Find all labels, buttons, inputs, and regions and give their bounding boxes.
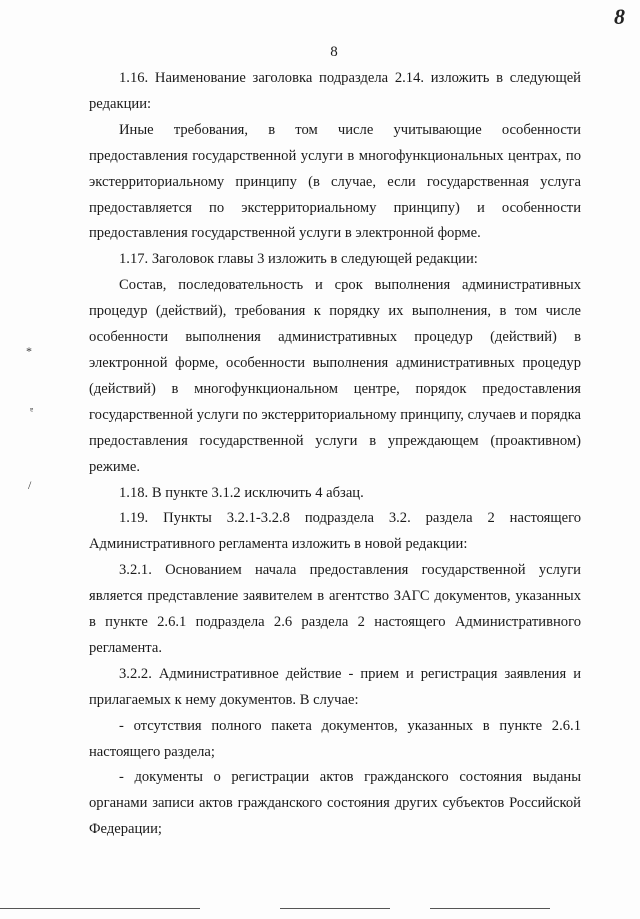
margin-speck: ᵄ xyxy=(30,404,34,418)
list-item-incomplete-package: - отсутствия полного пакета документов, указанных в пункте 2.6.1 настоящего раздела; xyxy=(89,717,581,760)
footer-rule xyxy=(0,908,200,909)
document-body xyxy=(89,66,581,843)
paragraph-1-16: 1.16. Наименование заголовка подраздела 2.14. изложить в следующей редакции: xyxy=(89,70,581,112)
paragraph-3-2-1: 3.2.1. Основанием начала предоставления государственной услуги является представление заявителем в агентство ЗАГС документов, указанных в пункте 2.6.1 подраздела 2.6 раздела 2 настоящего Административного регламента. xyxy=(89,562,581,656)
footer-rule xyxy=(430,908,550,909)
footer-rule xyxy=(280,908,390,909)
handwritten-page-mark: 8 xyxy=(614,4,625,29)
page-number: 8 xyxy=(330,44,338,60)
paragraph-1-18: 1.18. В пункте 3.1.2 исключить 4 абзац. xyxy=(119,484,364,501)
paragraph-other-requirements: Иные требования, в том числе учитывающие особенности предоставления государственной услуги в многофункциональных центрах, по экстерриториальному принципу (в случае, если государственная услуга предоставляется по экстерриториальному принципу) и особенности предоставления государственной услуги в электронной форме. xyxy=(89,121,581,242)
paragraph-1-19: 1.19. Пункты 3.2.1-3.2.8 подраздела 3.2. раздела 2 настоящего Административного регламента изложить в новой редакции: xyxy=(89,510,581,553)
margin-speck: / xyxy=(28,478,32,492)
paragraph-1-17: 1.17. Заголовок главы 3 изложить в следующей редакции: xyxy=(119,251,478,268)
list-item-other-regions-documents: - документы о регистрации актов гражданского состояния выданы органами записи актов гражданского состояния других субъектов Российской Федерации; xyxy=(89,769,581,838)
paragraph-3-2-2: 3.2.2. Административное действие - прием и регистрация заявления и прилагаемых к нему документов. В случае: xyxy=(89,665,581,708)
paragraph-chapter-3-title: Состав, последовательность и срок выполнения административных процедур (действий), требования к порядку их выполнения, в том числе особенности выполнения административных процедур (действий) в электронной форме, особенности выполнения административных процедур (действий) в многофункциональном центре, порядок предоставления государственной услуги по экстерриториальному принципу, случаев и порядка предоставления государственной услуги в упреждающем (проактивном) режиме. xyxy=(89,277,581,475)
margin-speck: * xyxy=(26,344,32,358)
